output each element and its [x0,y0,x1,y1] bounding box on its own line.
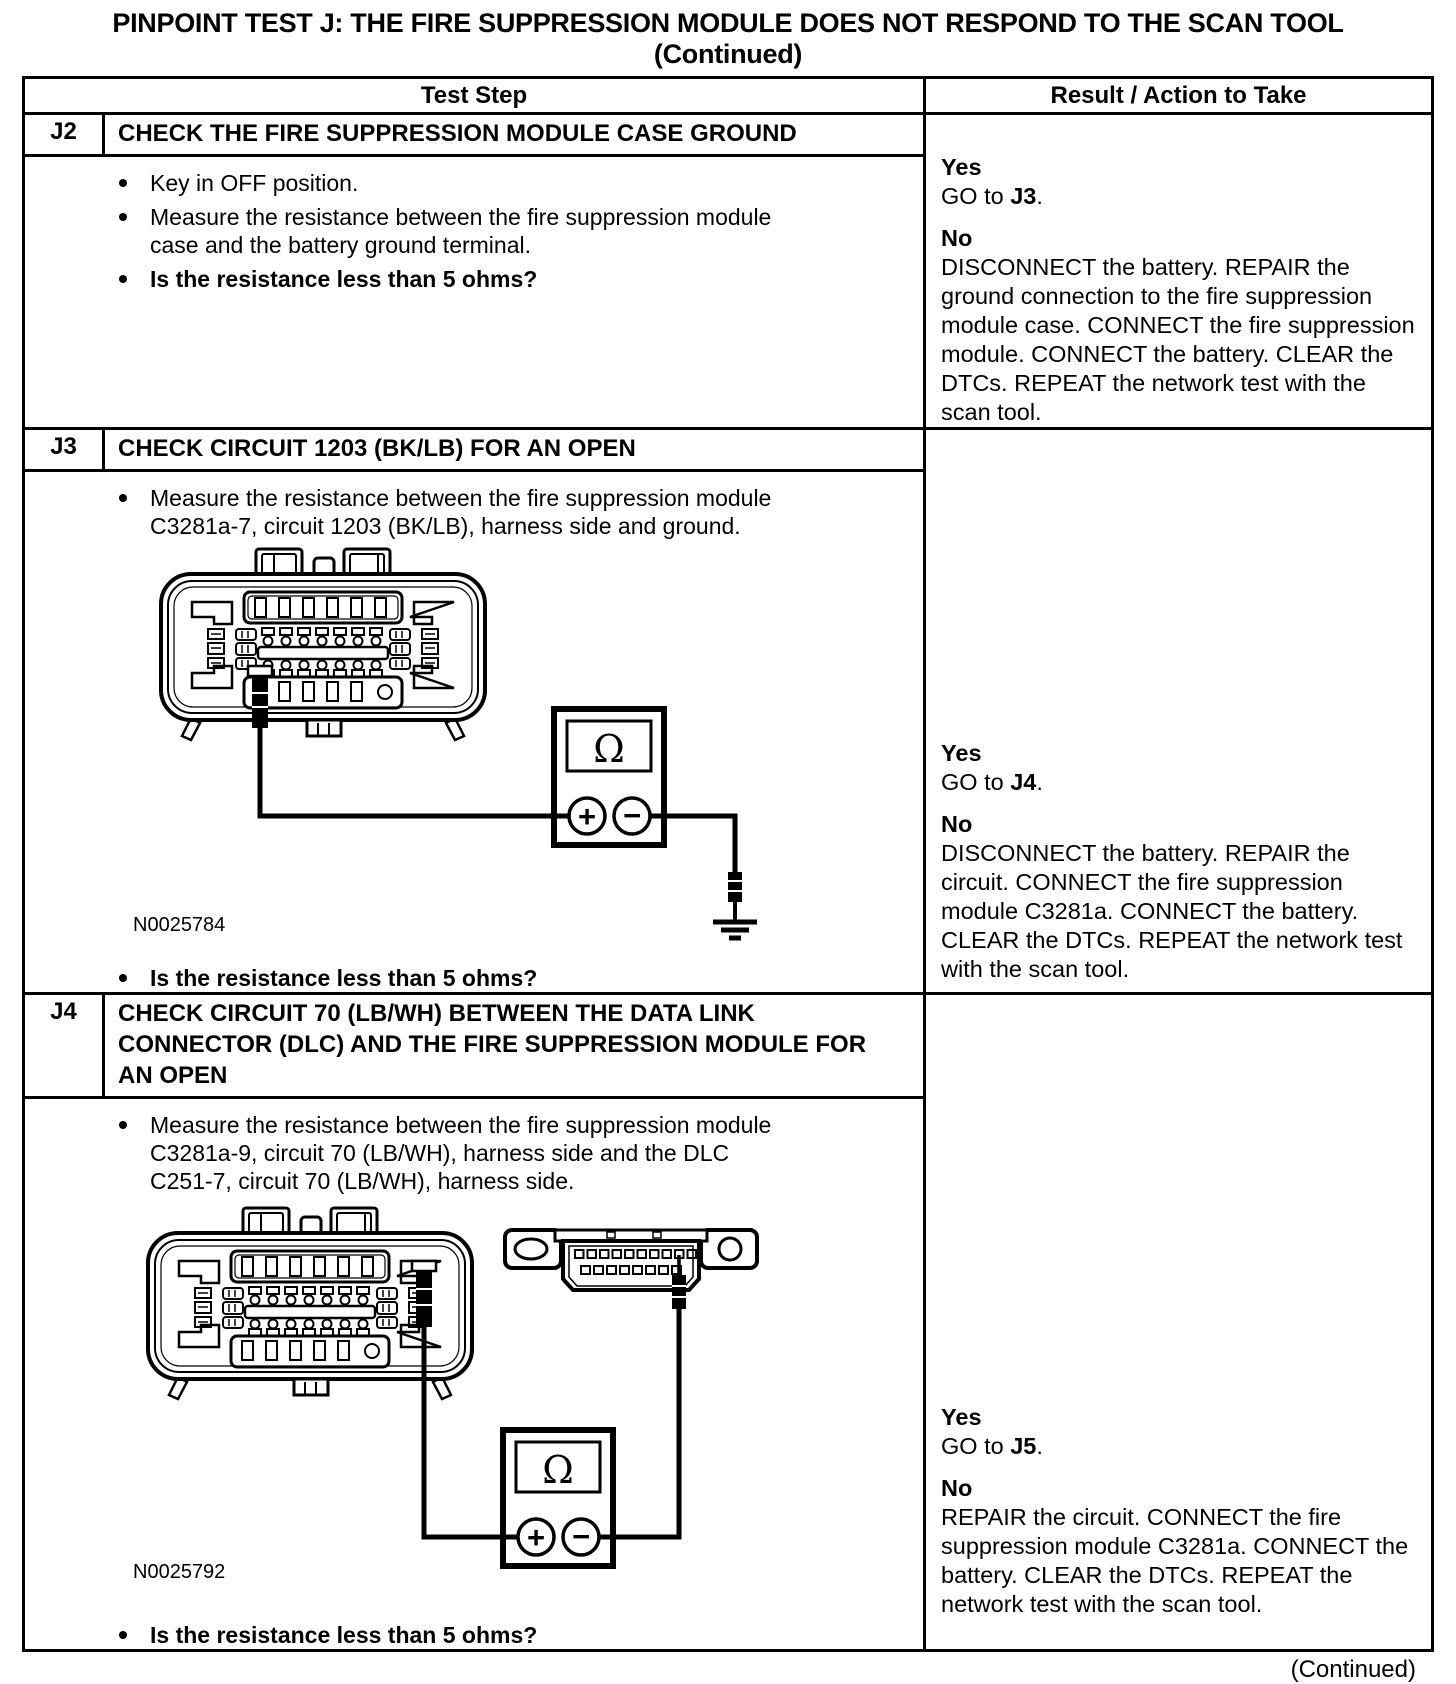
j4-yes-action [941,1432,1421,1461]
j2-no-label: No [941,225,973,251]
j4-yes-post: . [1036,1433,1043,1459]
column-header-test-step: Test Step [25,79,926,112]
test-step-section-j4 [25,992,1431,1649]
positive-lead-wire [260,728,587,816]
j4-bullet-1: Measure the resistance between the fire suppression module C3281a-9, circuit 70 (LB/WH), harness side and the DLC C251-7, circuit 70 (LB/WH), harness side. [25,1111,790,1195]
j2-yes-target: J3 [1010,183,1037,209]
j3-yes-action [941,768,1421,797]
table-header-row [25,79,1431,115]
j4-step-title: CHECK CIRCUIT 70 (LB/WH) BETWEEN THE DATA LINK CONNECTOR (DLC) AND THE FIRE SUPPRESSION MODULE FOR AN OPEN [118,1000,867,1089]
page-title [0,0,1456,70]
j3-figure [25,544,923,958]
j3-result-cell [926,430,1431,992]
j3-yes-post: . [1036,769,1043,795]
ground-probe-icon [728,872,742,902]
j3-yes-target: J4 [1010,769,1037,795]
j2-no-action: DISCONNECT the battery. REPAIR the ground connection to the fire suppression module case. CONNECT the fire suppression module. CONNECT the battery. CLEAR the DTCs. REPEAT the network test with the scan tool. [941,254,1415,425]
j3-step-body [25,472,923,992]
page-title-line2: (Continued) [653,39,803,69]
j3-yes-label: Yes [941,740,982,766]
j4-no-action: REPAIR the circuit. CONNECT the fire suppression module C3281a. CONNECT the battery. CLEAR the DTCs. REPEAT the network test with the scan tool. [941,1504,1409,1617]
j2-step-title: CHECK THE FIRE SUPPRESSION MODULE CASE GROUND [118,120,797,147]
j2-yes-pre: GO to [941,183,1011,209]
j2-bullet-1: Key in OFF position. [25,169,790,197]
j2-yes-label: Yes [941,154,982,180]
j3-no-action: DISCONNECT the battery. REPAIR the circuit. CONNECT the fire suppression module C3281a. CONNECT the battery. CLEAR the DTCs. REPEAT the network test with the scan tool. [941,840,1403,982]
j2-bullet-2: Measure the resistance between the fire suppression module case and the battery ground terminal. [25,203,790,259]
j4-result-cell [926,995,1431,1649]
j4-question: Is the resistance less than 5 ohms? [25,1621,790,1649]
j3-title-band [25,430,923,472]
j4-test-step-cell [25,995,926,1649]
j2-yes-post: . [1036,183,1043,209]
j4-yes-label: Yes [941,1404,982,1430]
j3-step-title: CHECK CIRCUIT 1203 (BK/LB) FOR AN OPEN [118,435,636,462]
j4-yes-target: J5 [1010,1433,1037,1459]
continued-footer: (Continued) [1290,1656,1416,1683]
j2-result-cell [926,115,1431,427]
j2-question: Is the resistance less than 5 ohms? [25,265,790,293]
ground-symbol [713,902,757,938]
j3-test-step-cell [25,430,926,992]
j3-connector-diagram [140,544,780,946]
j3-question: Is the resistance less than 5 ohms? [25,964,790,992]
j3-yes-pre: GO to [941,769,1011,795]
j3-figure-label: N0025784 [133,914,226,936]
dlc-connector-drawing [505,1230,757,1290]
j3-no-label: No [941,811,973,837]
j2-title-band [25,115,923,157]
j4-no-label: No [941,1475,973,1501]
test-step-section-j2 [25,115,1431,427]
page-title-line1: PINPOINT TEST J: THE FIRE SUPPRESSION MODULE DOES NOT RESPOND TO THE SCAN TOOL [112,8,1344,38]
pinpoint-test-table [22,76,1434,1652]
j3-bullet-1: Measure the resistance between the fire suppression module C3281a-7, circuit 1203 (BK/LB), harness side and ground. [25,484,790,540]
j4-step-number: J4 [25,995,105,1096]
j4-yes-pre: GO to [941,1433,1011,1459]
j2-step-number: J2 [25,115,105,154]
column-header-result: Result / Action to Take [1050,81,1307,109]
j4-connector-diagram [140,1199,780,1581]
j4-title-band [25,995,923,1099]
j2-step-body [25,157,923,427]
j4-figure [25,1199,923,1615]
j4-figure-label: N0025792 [133,1561,226,1583]
j3-step-number: J3 [25,430,105,469]
j4-step-body [25,1099,923,1649]
module-connector-drawing [161,549,485,740]
test-step-section-j3 [25,427,1431,992]
j2-yes-action [941,182,1421,211]
j2-test-step-cell [25,115,926,427]
